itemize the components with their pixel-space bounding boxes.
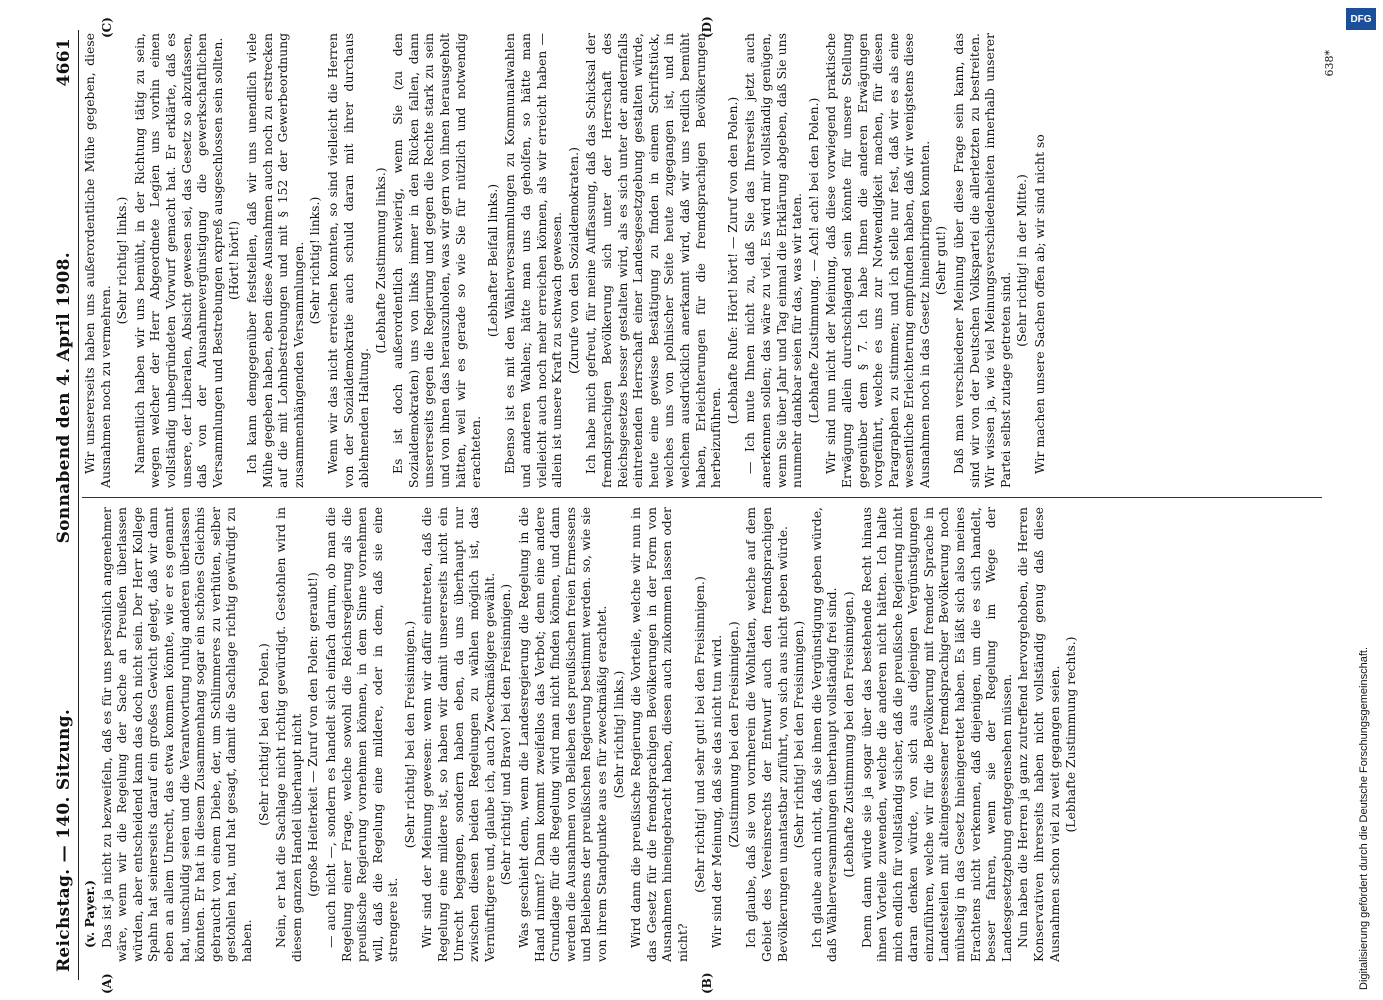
interjection: (Sehr richtig! und sehr gut! bei den Freisinnigen.): [691, 576, 707, 893]
interjection: (Sehr richtig! bei den Polen.): [255, 643, 271, 826]
paragraph: Was geschieht denn, wenn die Landesregierung die Regelung in die Hand nimmt? Dann kommt zweifellos das Verbot; denn eine andere Grundlage für die Regelung wird man nicht finden können, und dann werden die Ausnahmen von Belieben des preußischen freien Ermessens und Beliebens der preußischen Regierung bestimmt werden. so, wie sie von ihrem Standpunkte aus es für zweckmäßig erachtet.: [516, 507, 609, 962]
paragraph: Denn dann würde sie ja sogar über das bestehende Recht hinaus ihnen Vorteile zuwenden, welche die anderen nicht hätten. Ich halte mich endlich für vollständig sicher, daß die preußische Regierung nicht daran denken würde, von sich aus diejenigen Vergünstigungen einzuführen, welche wir für die Bevölkerung mit fremder Sprache in Landesteilen mit alteingesessener fremdsprachiger Bevölkerung noch mühselig in das Gesetz hineingerettet haben. Es läßt sich also meines Erachtens nicht verkennen, daß diejenigen, um die es sich handelt, besser fahren, wenn sie der Regelung im Wege der Landesgesetzgebung entgegensehen müssen.: [858, 507, 1014, 962]
margin-mark-d: (D): [700, 16, 714, 38]
interjection: (große Heiterkeit — Zuruf von den Polen: geraubt!): [305, 572, 321, 897]
margin-mark-b: (B): [700, 972, 714, 994]
interjection: (Sehr richtig! links.): [114, 196, 130, 325]
paragraph: Ich kann demgegenüber feststellen, daß wir uns unendlich viele Mühe gegeben haben, eben diese Ausnahmen auch noch zu erstrecken auf die mit Lohnbestrebungen und mit § 152 der Gewerbeordnung zusammenhängenden Versammlungen.: [243, 33, 306, 488]
signature-mark: 638*: [1323, 50, 1336, 77]
interjection: (Hört! hört!): [226, 220, 242, 301]
paragraph: Wir sind der Meinung gewesen: wenn wir dafür eintreten, daß die Regelung eine mildere ist, so haben wir damit unsererseits nicht ein Unrecht begangen, sondern haben eben, da uns überhaupt nur zwischen diesen beiden Regelungen zu wählen möglich ist, das Vernünftigere und, glaube ich, auch Zweckmäßigere gewählt.: [419, 507, 497, 962]
interjection: (Sehr richtig! bei den Freisinnigen.): [791, 620, 807, 849]
paragraph: Ebenso ist es mit den Wählerversammlungen zu Kommunalwahlen und anderen Wahlen; hätte man uns da geholfen, so hätte man vielleicht auch noch mehr erreichen können, als wir erreicht haben — allein ist unsere Kraft zu schwach gewesen.: [502, 33, 565, 488]
interjection: (Lebhafte Zustimmung rechts.): [1063, 636, 1079, 833]
paragraph: Wir machen unsere Sachen offen ab; wir sind nicht so: [1032, 134, 1048, 474]
interjection: (Sehr richtig! links.): [307, 196, 323, 325]
text-column-right: [82, 33, 1332, 488]
paragraph: Nun haben die Herren ja ganz zutreffend hervorgehoben, die Herren Konservativen ihrerseits haben nicht vollständig genug daß diese Ausnahmen schon viel zu weit gegangen seien.: [1015, 507, 1062, 962]
paragraph: Daß man verschiedener Meinung über diese Frage sein kann, das sind wir von der Deutschen Volkspartei die allerletzten zu bestreiten. Wir wissen ja, wie viel Meinungsverschiedenheiten innerhalb unserer Partei selbst zutage getreten sind.: [951, 33, 1013, 488]
paragraph: Nein, er hat die Sachlage nicht richtig gewürdigt. Gestohlen wird in diesem ganzen Handel überhaupt nicht: [273, 507, 304, 962]
paragraph: Wenn wir das nicht erreichen konnten, so sind vielleicht die Herren von der Sozialdemokratie auch schuld daran mit ihrer durchaus ablehnenden Haltung.: [324, 33, 372, 488]
paragraph: Es ist doch außerordentlich schwierig, wenn Sie (zu den Sozialdemokraten) uns von links immer in den Rücken fallen, dann unsererseits gegen die Regierung und gegen die Rechte stark zu sein und von ihnen das herauszuholen, was wir gern von ihnen herausgeholt hätten, weil wir es gerade so wie Sie für nützlich und notwendig erachteten.: [390, 33, 484, 488]
interjection: (Sehr richtig! links.): [610, 670, 626, 799]
paragraph: Wir sind der Meinung, daß sie das nicht tun wird.: [709, 634, 725, 948]
paragraph: Das ist ja nicht zu bezweifeln, daß es für uns persönlich angenehmer wäre, wenn wir die Regelung der Sache an Preußen überlassen würden, aber entscheidend kann das doch nicht sein. Der Herr Kollege Spahn hat seinerseits darauf ein großes Gewicht gelegt, daß wir dann eben an allem Unrecht, das etwa kommen könnte, wie er es genannt hat, unschuldig seien und die Verantwortung ruhig anderen überlassen könnten. Er hat in diesem Zusammenhang sogar ein schönes Gleichnis gebraucht von einem Diebe, der, um Schlimmeres zu verhüten, selber gestohlen hat, und hat gesagt, damit die Sachlage richtig gewürdigt zu haben.: [98, 507, 254, 962]
paragraph: Namentlich haben wir uns bemüht, in der Richtung tätig zu sein, wegen welcher der Herr Abgeordnete Legien uns vorhin einen vollständig unbegründeten Vorwurf gemacht hat. Er erklärte, daß es unsere, der Liberalen, Absicht gewesen sei, das Gesetz so abzufassen, daß von der Ausnahmevergünstigung die gewerkschaftlichen Versammlungen und Bestrebungen expreß ausgeschlossen sein sollten.: [131, 33, 225, 488]
header-date: Sonnabend den 4. April 1908.: [54, 252, 74, 544]
page-header: [40, 30, 79, 980]
text-column-left: [82, 507, 1332, 962]
interjection: (Sehr richtig! und Bravo! bei den Freisinnigen.): [498, 583, 514, 886]
margin-mark-a: (A): [100, 973, 114, 994]
dfg-logo: DFG: [1346, 8, 1376, 30]
document-page: [40, 16, 1340, 994]
interjection: (Sehr gut!): [933, 225, 949, 296]
interjection: (Lebhafte Zustimmung links.): [372, 167, 388, 354]
paragraph: Wir sind nun nicht der Meinung, daß diese vorwiegend praktische Erwägung allein durchschlagend sein könnte für unsere Stellung gegenüber dem § 7. Ich habe Ihnen die anderen Erwägungen vorgeführt, welche es uns zur Notwendigkeit machen, für diesen Paragraphen zu stimmen; und ich stelle nur fest, daß wir es als eine wesentliche Erleichterung empfunden haben, daß wir wenigstens diese Ausnahmen noch in das Gesetz hineinbringen konnten.: [823, 33, 932, 488]
interjection: (Sehr richtig! in der Mitte.): [1014, 174, 1030, 347]
interjection: (Zustimmung bei den Freisinnigen.): [725, 621, 741, 848]
interjection: (Zurufe von den Sozialdemokraten.): [565, 147, 581, 374]
interjection: (Lebhafte Zustimmung bei den Freisinnigen.): [840, 591, 856, 878]
paragraph: Ich glaube, daß sie von vornherein die Wohltaten, welche auf dem Gebiet des Vereinsrechts der Entwurf auch den fremdsprachigen Bevölkerungen unantastbar zuführt, von sich aus nicht geben würde.: [743, 507, 790, 962]
margin-mark-c: (C): [100, 17, 114, 38]
paragraph: — Ich mute Ihnen nicht zu, daß Sie das Ihrerseits jetzt auch anerkennen sollen; das wäre zu viel. Es wird mir vollständig genügen, wenn Sie über Jahr und Tag einmal die Erklärung abgeben, daß Sie uns nunmehr dankbar seien für das, was wir taten.: [742, 33, 805, 488]
header-left: Reichstag. — 140. Sitzung.: [54, 708, 74, 972]
paragraph: Wir unsererseits haben uns außerordentliche Mühe gegeben, diese Ausnahmen noch zu vermehren.: [82, 33, 113, 488]
paragraph: Wird dann die preußische Regierung die Vorteile, welche wir nun in das Gesetz für die fremdsprachigen Bevölkerungen in der Form von Ausnahmen hineingebracht haben, diesen auch zukommen lassen oder nicht?: [628, 507, 690, 962]
paragraph: Ich habe mich gefreut, für meine Auffassung, daß das Schicksal der fremdsprachigen Bevölkerung sich unter der Herrschaft des Reichsgesetzes besser gestalten wird, als es sich unter der andernfalls eintretenden Herrschaft einer Landesgesetzgebung gestalten würde, heute eine gewisse Bestätigung zu finden in einem Schriftstück, welches uns von polnischer Seite heute zugegangen ist, und in welchem ausdrücklich anerkannt wird, daß wir uns redlich bemüht haben, Erleichterungen für die fremdsprachigen Bevölkerungen herbeizuführen.: [583, 33, 724, 488]
speaker-name: (v. Payer.): [82, 879, 97, 948]
column-divider: [82, 497, 1322, 498]
dfg-funding-note: Digitalisierung gefördert durch die Deutsche Forschungsgemeinschaft.: [1358, 646, 1370, 990]
interjection: (Lebhafter Beifall links.): [484, 183, 500, 338]
paragraph: — auch nicht —, sondern es handelt sich einfach darum, ob man die Regelung einer Frage, welche sowohl die Reichsregierung als die preußische Regierung vornehmen können, in dem Sinne vornehmen will, daß die Regelung eine mildere, oder in dem, daß sie eine strengere ist.: [322, 507, 401, 962]
interjection: (Sehr richtig! bei den Freisinnigen.): [401, 620, 417, 849]
interjection: (Lebhafte Rufe: Hört! hört! — Zuruf von den Polen.): [724, 96, 740, 425]
paragraph: Ich glaube auch nicht, daß sie ihnen die Vergünstigung geben würde, daß Wählerversammlungen überhaupt vollständig frei sind.: [808, 507, 840, 962]
page-number: 4661: [54, 38, 74, 87]
interjection: (Lebhafte Zustimmung. — Ach! ach! bei den Polen.): [805, 97, 821, 424]
